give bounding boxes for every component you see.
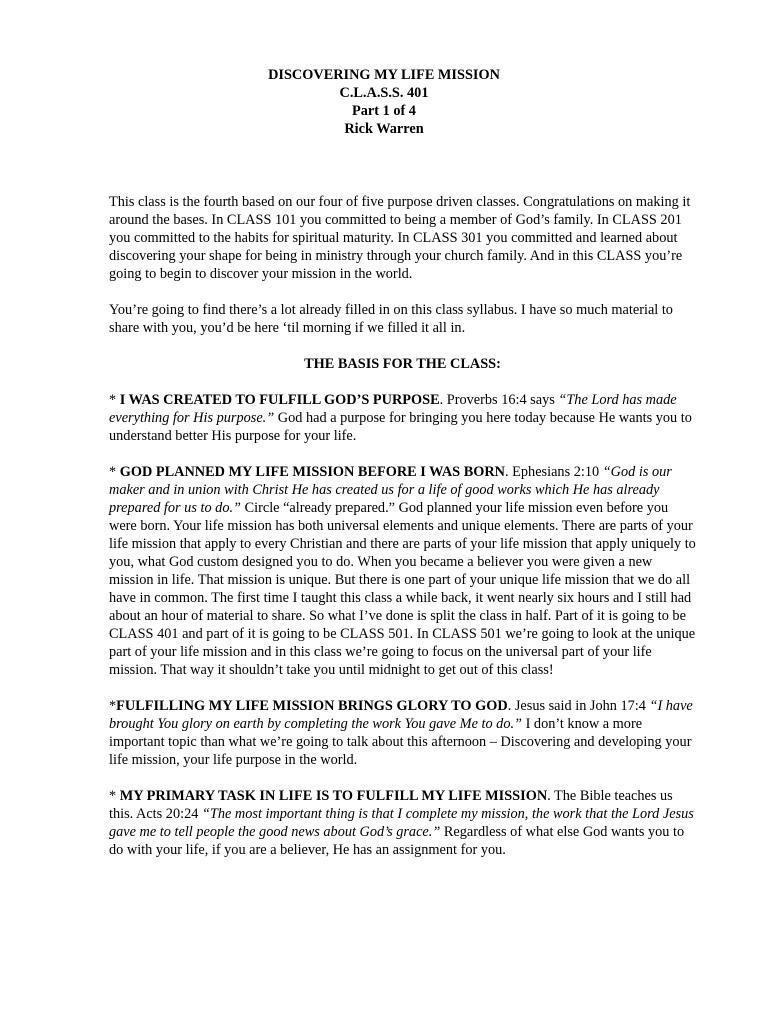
scripture-quote: “The Lord has made everything for His purpose.” bbox=[109, 392, 677, 426]
scripture-quote: “God is our maker and in union with Christ He has created us for a life of good works which He has already prepared for us to do.” bbox=[109, 464, 672, 516]
point-paragraph-4 bbox=[109, 787, 696, 859]
title-block bbox=[0, 66, 768, 138]
document-body bbox=[109, 193, 696, 877]
scripture-reference: . The Bible teaches us this. Acts 20:24 bbox=[109, 788, 673, 822]
point-heading: GOD PLANNED MY LIFE MISSION BEFORE I WAS BORN bbox=[119, 464, 506, 480]
point-bullet: * bbox=[109, 788, 120, 804]
point-text: God had a purpose for bringing you here today because He wants you to understand better His purpose for your life. bbox=[109, 410, 692, 444]
part-label: Part 1 of 4 bbox=[352, 103, 416, 119]
document-title: DISCOVERING MY LIFE MISSION bbox=[268, 67, 500, 83]
point-heading: MY PRIMARY TASK IN LIFE IS TO FULFILL MY LIFE MISSION bbox=[119, 788, 548, 804]
point-paragraph-3 bbox=[109, 697, 696, 769]
scripture-quote: “I have brought You glory on earth by completing the work You gave Me to do.” bbox=[109, 698, 693, 732]
author-name: Rick Warren bbox=[344, 121, 424, 137]
point-heading: I WAS CREATED TO FULFILL GOD’S PURPOSE bbox=[119, 392, 440, 408]
point-bullet: * bbox=[109, 698, 117, 714]
section-heading: THE BASIS FOR THE CLASS: bbox=[304, 356, 501, 372]
class-number: C.L.A.S.S. 401 bbox=[339, 85, 429, 101]
point-bullet: * bbox=[109, 392, 120, 408]
point-heading: FULFILLING MY LIFE MISSION BRINGS GLORY TO GOD bbox=[116, 698, 508, 714]
point-paragraph-2 bbox=[109, 463, 696, 679]
scripture-quote: “The most important thing is that I complete my mission, the work that the Lord Jesus gave me to tell people the good news about God’s grace.” bbox=[109, 806, 694, 840]
intro-paragraph-1: This class is the fourth based on our four of five purpose driven classes. Congratulations on making it around the bases. In CLASS 101 you committed to being a member of God’s family. In CLASS 201 you committed to the habits for spiritual maturity. In CLASS 301 you committed and learned about discovering your shape for being in ministry through your church family. And in this CLASS you’re going to begin to discover your mission in the world. bbox=[109, 194, 691, 282]
scripture-reference: . Jesus said in John 17:4 bbox=[507, 698, 650, 714]
point-text: I don’t know a more important topic than what we’re going to talk about this afternoon – Discovering and developing your life mission, your life purpose in the world. bbox=[109, 716, 692, 768]
scripture-reference: . Proverbs 16:4 says bbox=[439, 392, 559, 408]
point-text: Circle “already prepared.” God planned your life mission even before you were born. Your life mission has both universal elements and unique elements. There are parts of your life mission that apply to every Christian and there are parts of your life mission that apply uniquely to you, what God custom designed you to do. When you became a believer you were given a new mission in life. That mission is unique. But there is one part of your unique life mission that we do all have in common. The first time I taught this class a while back, it went nearly six hours and I still had about an hour of material to share. So what I’ve done is split the class in half. Part of it is going to be CLASS 401 and part of it is going to be CLASS 501. In CLASS 501 we’re going to look at the unique part of your life mission and in this class we’re going to focus on the universal part of your life mission. That way it shouldn’t take you until midnight to get out of this class! bbox=[109, 500, 696, 678]
point-paragraph-1 bbox=[109, 391, 696, 445]
scripture-reference: . Ephesians 2:10 bbox=[505, 464, 603, 480]
point-bullet: * bbox=[109, 464, 120, 480]
intro-paragraph-2: You’re going to find there’s a lot already filled in on this class syllabus. I have so much material to share with you, you’d be here ‘til morning if we filled it all in. bbox=[109, 302, 673, 336]
point-text: Regardless of what else God wants you to do with your life, if you are a believer, He has an assignment for you. bbox=[109, 824, 685, 858]
